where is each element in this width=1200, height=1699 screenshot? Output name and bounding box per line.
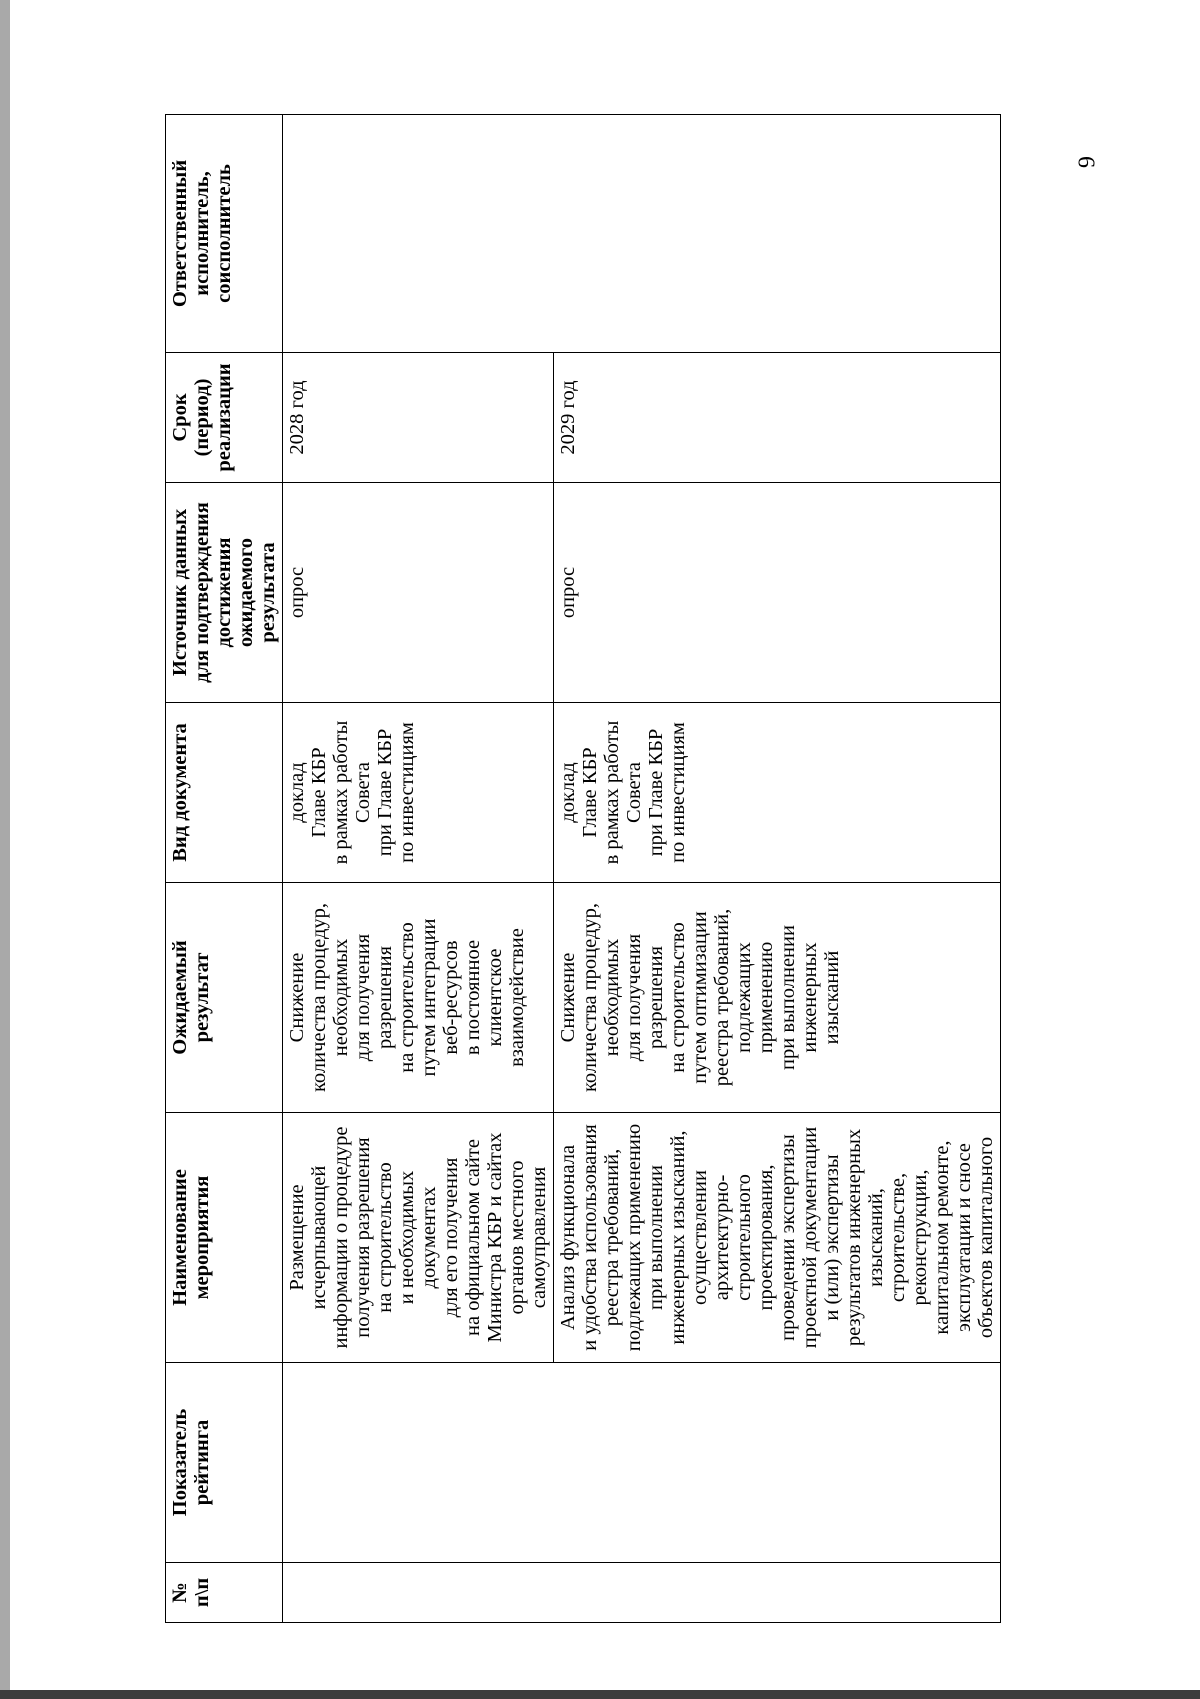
scan-edge-left <box>0 0 10 1699</box>
cell-period: 2029 год <box>554 353 1001 483</box>
table-row <box>283 115 554 1623</box>
cell-activity: Анализ функционала и удобства использования реестра требований, подлежащих применению при выполнении инженерных изысканий, осуществлении архитектурно- строительного проектирования, проведении экспертизы проектной документации и (или) экспертизы результатов инженерных изысканий, строительстве, реконструкции, капитальном ремонте, эксплуатации и сносе объектов капитального <box>554 1113 1001 1363</box>
header-period: Срок (период) реализации <box>166 353 283 483</box>
header-indicator: Показатель рейтинга <box>166 1363 283 1563</box>
header-result: Ожидаемый результат <box>166 883 283 1113</box>
table-header-row <box>166 115 283 1623</box>
header-activity: Наименование мероприятия <box>166 1113 283 1363</box>
scan-edge-bottom <box>0 1690 1200 1699</box>
cell-num <box>283 1563 1001 1623</box>
rotated-table-wrapper <box>165 115 1043 1623</box>
cell-doc-type: доклад Главе КБР в рамках работы Совета при Главе КБР по инвестициям <box>283 703 554 883</box>
cell-activity: Размещение исчерпывающей информации о процедуре получения разрешения на строительство и необходимых документах для его получения на официальном сайте Министра КБР и сайтах органов местного самоуправления <box>283 1113 554 1363</box>
header-executor: Ответственный исполнитель, соисполнитель <box>166 115 283 353</box>
cell-source: опрос <box>283 483 554 703</box>
header-doc-type: Вид документа <box>166 703 283 883</box>
cell-doc-type: доклад Главе КБР в рамках работы Совета при Главе КБР по инвестициям <box>554 703 1001 883</box>
activity-table <box>165 114 1001 1623</box>
cell-indicator <box>283 1363 1001 1563</box>
cell-executor <box>283 115 1001 353</box>
cell-period: 2028 год <box>283 353 554 483</box>
header-source: Источник данных для подтверждения достижения ожидаемого результата <box>166 483 283 703</box>
cell-result: Снижение количества процедур, необходимых для получения разрешения на строительство путем оптимизации реестра требований, подлежащих применению при выполнении инженерных изысканий <box>554 883 1001 1113</box>
cell-source: опрос <box>554 483 1001 703</box>
header-num: № п\п <box>166 1563 283 1623</box>
cell-result: Снижение количества процедур, необходимых для получения разрешения на строительство путем интеграции веб-ресурсов в постоянное клиентское взаимодействие <box>283 883 554 1113</box>
page-number: 6 <box>1072 156 1099 168</box>
